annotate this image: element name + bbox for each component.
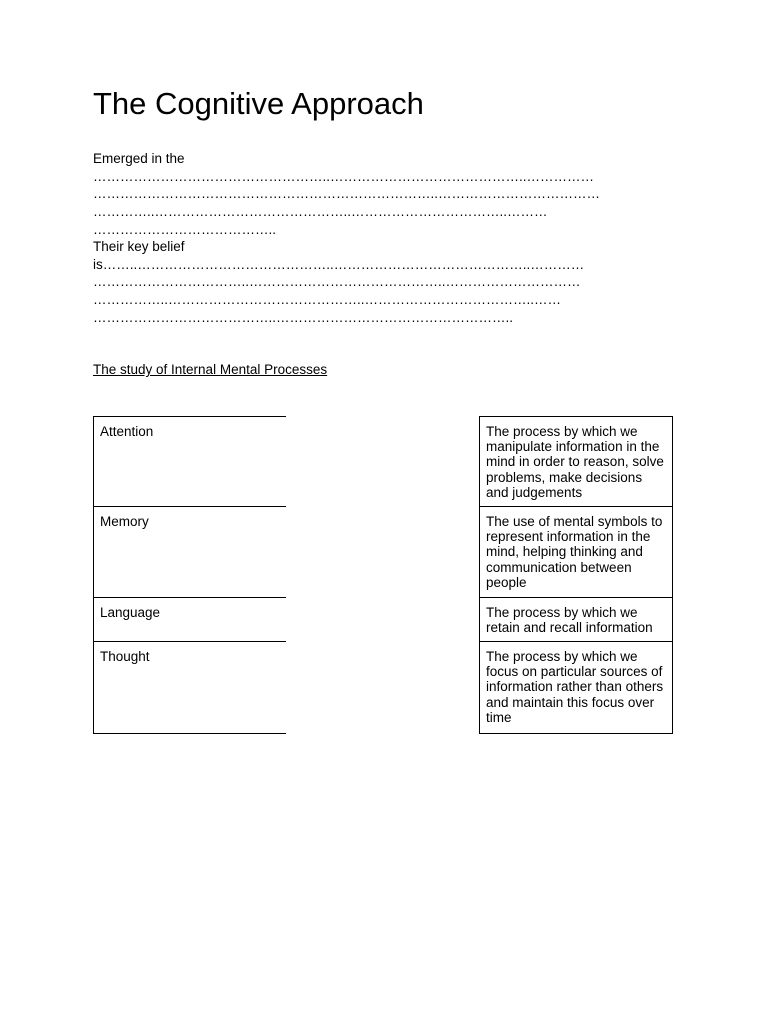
definition-text: The process by which we manipulate information in the mind in order to reason, solve problems, make decisions and judgements bbox=[486, 424, 664, 500]
belief-label: Their key belief bbox=[93, 239, 185, 254]
emerged-blank-line: …………..……………………………………..……………………………..……… bbox=[93, 204, 548, 220]
emerged-paragraph bbox=[93, 150, 683, 239]
section-heading: The study of Internal Mental Processes bbox=[93, 362, 328, 377]
process-box-attention bbox=[93, 416, 286, 507]
definition-text: The process by which we focus on particular sources of information rather than others and maintain this focus over time bbox=[486, 649, 664, 725]
definition-text: The process by which we retain and recall information bbox=[486, 605, 653, 636]
emerged-blank-line: …………………………………………………………………..……………………………… bbox=[93, 186, 601, 202]
process-label: Language bbox=[100, 605, 161, 620]
emerged-label: Emerged in the bbox=[93, 151, 185, 166]
definition-box bbox=[479, 597, 673, 642]
belief-paragraph bbox=[93, 238, 683, 327]
definition-box bbox=[479, 641, 673, 734]
page-title: The Cognitive Approach bbox=[93, 86, 424, 121]
process-label: Thought bbox=[100, 649, 150, 664]
process-box-memory bbox=[93, 506, 286, 598]
belief-blank-line: is……..……………………………………..……………………………………..………… bbox=[93, 256, 585, 272]
belief-blank-line: …………………………………..…………………………………………….. bbox=[93, 309, 514, 325]
emerged-blank-line: ………………………………….. bbox=[93, 221, 277, 237]
belief-blank-line: ……………………………..……………………………………..………………………… bbox=[93, 274, 581, 290]
process-label: Attention bbox=[100, 424, 154, 439]
process-box-language bbox=[93, 597, 286, 642]
belief-blank-line: ……………..……………………………………..………………………………..…… bbox=[93, 292, 562, 308]
definition-box bbox=[479, 416, 673, 507]
process-box-thought bbox=[93, 641, 286, 734]
definition-box bbox=[479, 506, 673, 598]
process-label: Memory bbox=[100, 514, 149, 529]
emerged-blank-line: ……………………………………………..……………………………………..…………… bbox=[93, 168, 595, 184]
definition-text: The use of mental symbols to represent information in the mind, helping thinking and communication between people bbox=[486, 514, 663, 590]
